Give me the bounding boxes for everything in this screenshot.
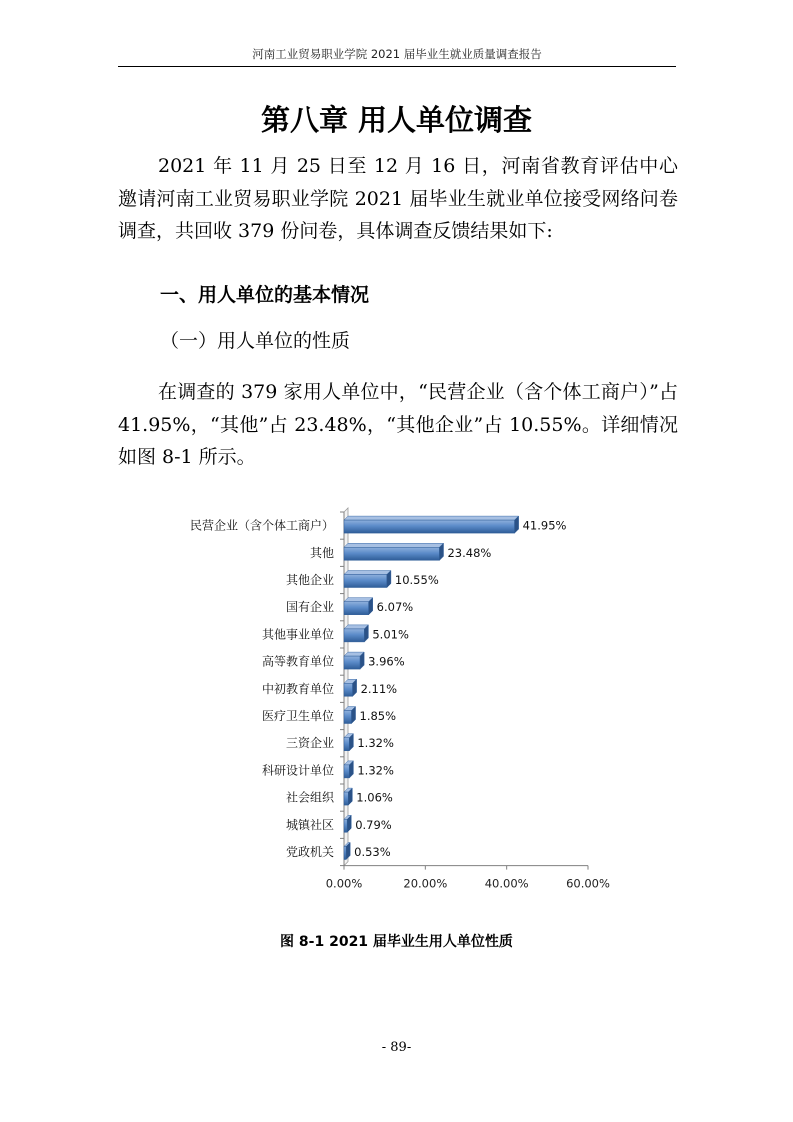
x-tick-label: 20.00% (403, 876, 448, 891)
bar (344, 629, 364, 642)
bar (344, 711, 352, 724)
data-label: 3.96% (368, 654, 405, 669)
bar (344, 792, 348, 805)
data-label: 1.85% (359, 709, 397, 723)
data-label: 1.06% (356, 790, 393, 805)
detail-paragraph: 在调查的 379 家用人单位中，“民营企业（含个体工商户）”占 41.95%，“其他”占 23.48%，“其他企业”占 10.55%。详细情况如图 8-1 所示。 (118, 381, 678, 468)
data-label: 10.55% (394, 573, 439, 587)
header-rule (118, 66, 676, 67)
section-title: 一、用人单位的基本情况 (160, 284, 370, 306)
bar (344, 602, 369, 615)
category-label: 党政机关 (285, 845, 334, 859)
category-label: 其他事业单位 (261, 627, 334, 642)
bar (344, 847, 346, 860)
bar-top-face (344, 598, 373, 602)
data-label: 41.95% (522, 518, 567, 533)
category-label: 三资企业 (285, 736, 334, 751)
category-label: 其他 (309, 545, 334, 560)
running-header: 河南工业贸易职业学院 2021 届毕业生就业质量调查报告 (252, 47, 542, 61)
data-label: 0.79% (355, 817, 392, 832)
x-tick-label: 60.00% (566, 876, 610, 891)
bar (344, 656, 360, 669)
data-label: 1.32% (357, 736, 394, 751)
chapter-title: 第八章 用人单位调查 (260, 103, 533, 137)
intro-paragraph: 2021 年 11 月 25 日至 12 月 16 日，河南省教育评估中心邀请河南工业贸易职业学院 2021 届毕业生就业单位接受网络问卷调查，共回收 379 份问卷，具体调查反馈结果如下: (118, 155, 678, 242)
bar-top-face (344, 516, 519, 520)
data-label: 23.48% (447, 545, 492, 560)
category-label: 中初教育单位 (261, 681, 334, 696)
bar (344, 520, 515, 533)
bar (344, 547, 439, 560)
category-label: 城镇社区 (285, 817, 334, 832)
bar (344, 683, 353, 696)
subsection-title: （一）用人单位的性质 (160, 330, 351, 352)
category-label: 医疗卫生单位 (261, 709, 334, 723)
bar-top-face (344, 571, 391, 575)
category-label: 民营企业（含个体工商户） (189, 518, 334, 533)
page-number: - 89- (381, 1040, 412, 1055)
data-label: 6.07% (376, 600, 414, 615)
x-tick-label: 40.00% (484, 876, 529, 891)
bar (344, 819, 347, 832)
data-label: 2.11% (360, 681, 398, 696)
category-label: 国有企业 (285, 600, 334, 615)
category-label: 社会组织 (285, 790, 334, 805)
category-label: 科研设计单位 (261, 763, 334, 778)
figure-caption: 图 8-1 2021 届毕业生用人单位性质 (280, 934, 513, 950)
data-label: 0.53% (354, 845, 391, 859)
bar (344, 765, 349, 778)
category-label: 高等教育单位 (261, 654, 334, 669)
x-tick-label: 0.00% (325, 876, 363, 891)
category-label: 其他企业 (285, 573, 334, 587)
data-label: 1.32% (357, 763, 394, 778)
bar (344, 738, 349, 751)
bar (344, 575, 387, 588)
bar-top-face (344, 543, 443, 547)
employer-nature-bar-chart (130, 505, 690, 915)
data-label: 5.01% (372, 627, 409, 642)
